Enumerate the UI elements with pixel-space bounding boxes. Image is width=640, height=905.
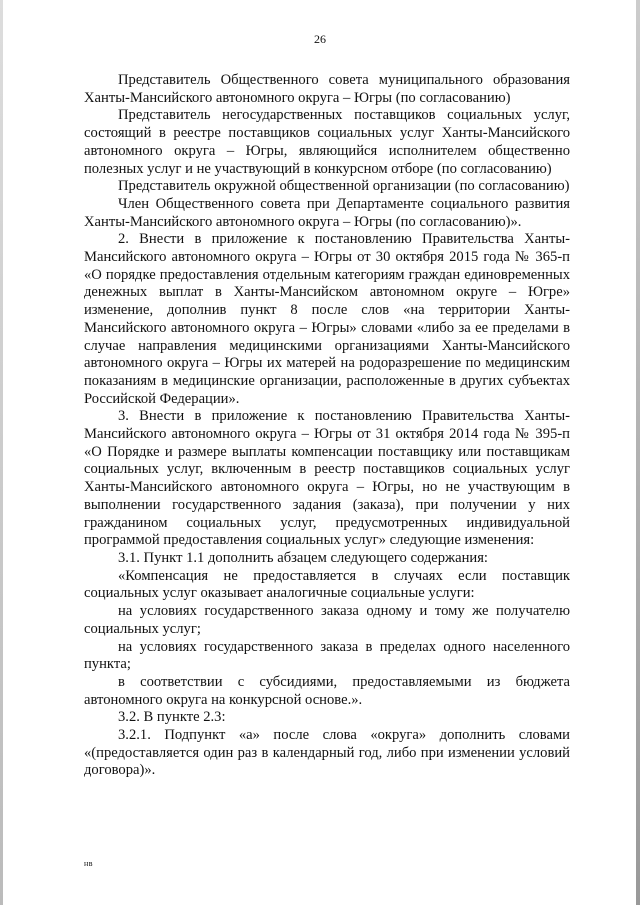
- paragraph: 3.2.1. Подпункт «а» после слова «округа» дополнить словами «(предоставляется один раз в календарный год, либо при изменении условий договора)».: [84, 727, 570, 779]
- paragraph: на условиях государственного заказа в пределах одного населенного пункта;: [84, 638, 570, 673]
- document-body: [84, 72, 570, 780]
- paragraph: Представитель негосударственных поставщиков социальных услуг, состоящий в реестре поставщиков социальных услуг Ханты-Мансийского автономного округа – Югры, являющийся исполнителем общественно полезных услуг и не участвующий в конкурсном отборе (по согласованию): [84, 107, 570, 177]
- paragraph: на условиях государственного заказа одному и тому же получателю социальных услуг;: [84, 603, 570, 637]
- paragraph: 3.2. В пункте 2.3:: [118, 709, 226, 726]
- paragraph: Представитель Общественного совета муниципального образования Ханты-Мансийского автономного округа – Югры (по согласованию): [84, 72, 570, 106]
- paragraph: 3. Внести в приложение к постановлению Правительства Ханты-Мансийского автономного округа – Югры от 31 октября 2014 года № 395-п «О Порядке и размере выплаты компенсации поставщику или поставщикам социальных услуг, включенным в реестр поставщиков социальных услуг Ханты-Мансийского автономного округа – Югры, но не участвующим в выполнении государственного задания (заказа), при получении у них гражданином социальных услуг, предусмотренных индивидуальной программой предоставления социальных услуг» следующие изменения:: [84, 408, 570, 549]
- paragraph: 2. Внести в приложение к постановлению Правительства Ханты-Мансийского автономного округа – Югры от 30 октября 2015 года № 365-п «О порядке предоставления отдельным категориям граждан единовременных денежных выплат в Ханты-Мансийском автономном округе – Югре» изменение, дополнив пункт 8 после слов «на территории Ханты-Мансийского автономного округа – Югры» словами «либо за ее пределами в случае направления медицинскими организациями Ханты-Мансийского автономного округа – Югры их матерей на родоразрешение по медицинским показаниям в медицинские организации, расположенные в других субъектах Российской Федерации».: [84, 231, 570, 407]
- scan-right-edge: [636, 0, 640, 905]
- paragraph: «Компенсация не предоставляется в случаях если поставщик социальных услуг оказывает аналогичные социальные услуги:: [84, 567, 570, 602]
- page-number: 26: [314, 32, 326, 46]
- paragraph: 3.1. Пункт 1.1 дополнить абзацем следующего содержания:: [118, 549, 488, 566]
- footer-initials: нв: [84, 859, 94, 868]
- scan-left-edge: [0, 0, 3, 905]
- paragraph: Член Общественного совета при Департаменте социального развития Ханты-Мансийского автономного округа – Югры (по согласованию)».: [84, 195, 570, 230]
- paragraph: Представитель окружной общественной организации (по согласованию): [118, 178, 570, 195]
- paragraph: в соответствии с субсидиями, предоставляемыми из бюджета автономного округа на конкурсной основе.».: [84, 673, 570, 708]
